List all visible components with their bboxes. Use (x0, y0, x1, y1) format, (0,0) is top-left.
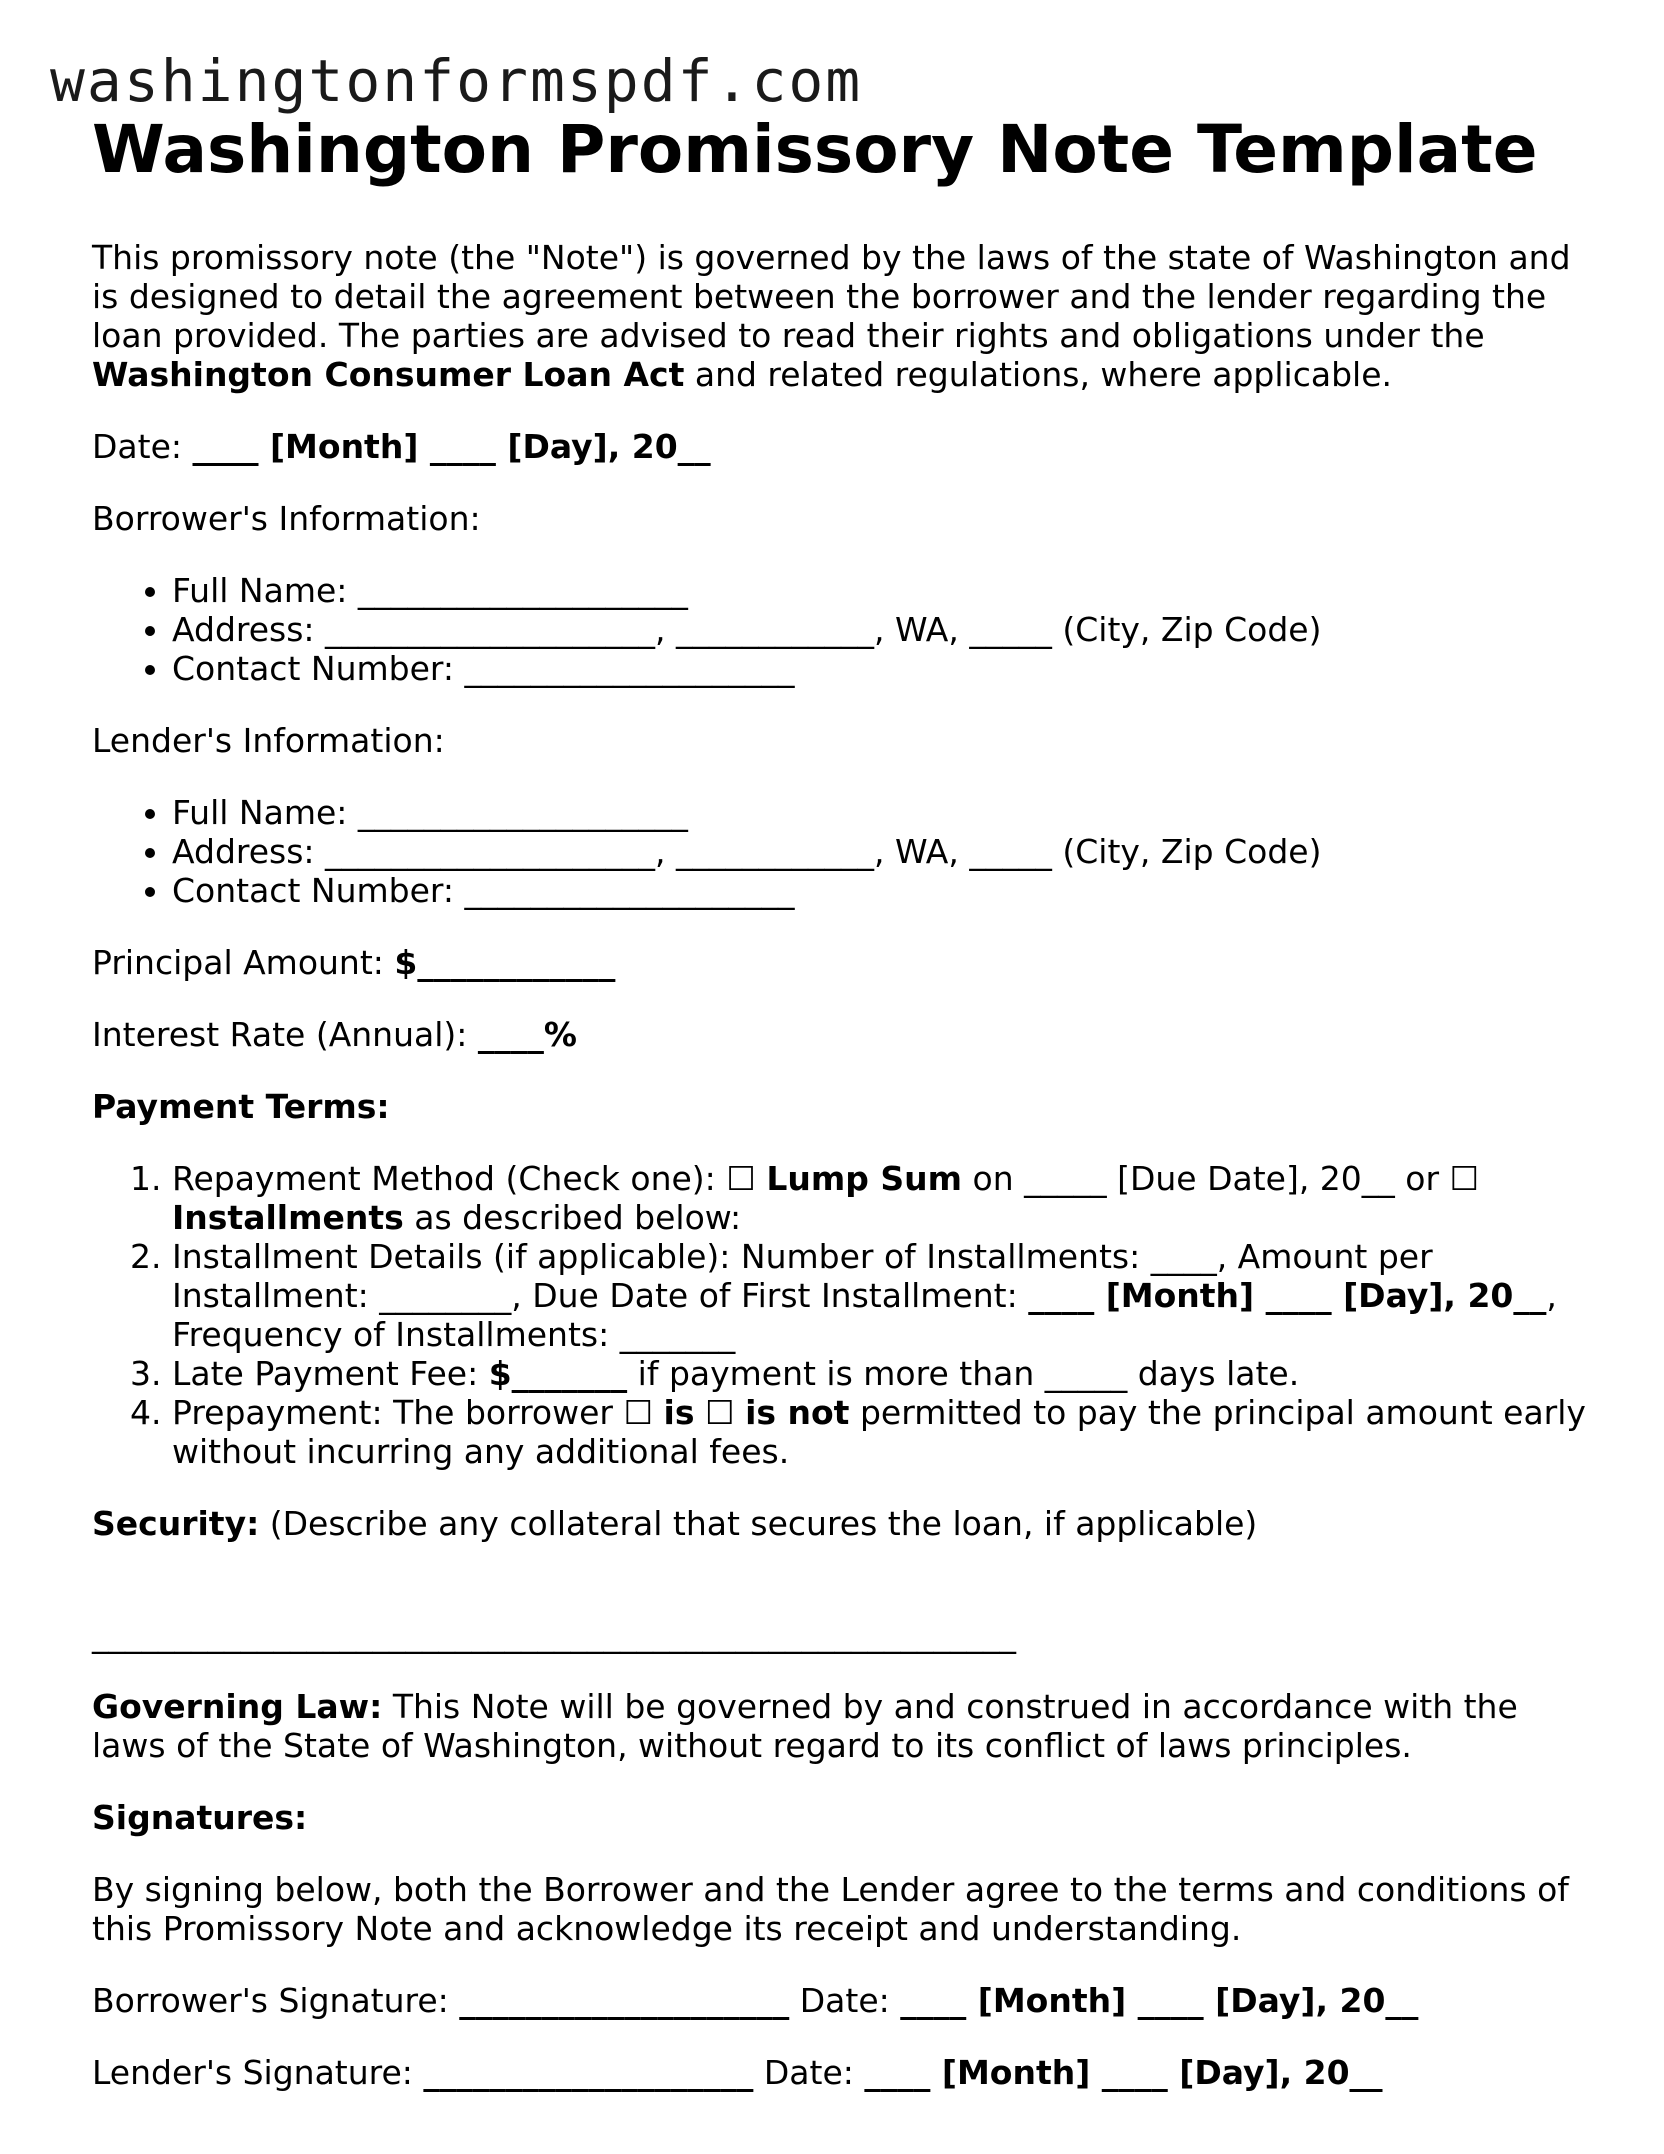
signatures-heading (92, 1798, 1592, 1837)
borrower-address: • Address: ____________________, ____________, WA, _____ (City, Zip Code) (172, 610, 1592, 649)
prepayment-item (172, 1393, 1592, 1471)
installment-text-a: Installment Details (if applicable): Number of Installments: ____, Amount per Installment: ________, Due Date of First Installment: (172, 1237, 1433, 1315)
lender-signature-blank: ____________________ (423, 2053, 754, 2092)
lender-signature-date: ____ [Month] ____ [Day], 20__ (864, 2053, 1383, 2092)
governing-law-paragraph (92, 1687, 1592, 1765)
page-title: Washington Promissory Note Template (92, 111, 1538, 188)
repayment-text-a: Repayment Method (Check one): ☐ (172, 1159, 767, 1198)
borrower-signature-line (92, 1981, 1592, 2020)
borrower-signature-date: ____ [Month] ____ [Day], 20__ (900, 1981, 1419, 2020)
signatures-label: Signatures: (92, 1798, 308, 1837)
governing-law-label: Governing Law: (92, 1687, 383, 1726)
prepayment-is-not: is not (745, 1393, 850, 1432)
installments-label: Installments (172, 1198, 404, 1237)
security-label: Security: (92, 1504, 260, 1543)
watermark: washingtonformspdf.com (50, 47, 863, 115)
interest-value: ____% (477, 1015, 577, 1054)
intro-text-1: This promissory note (the "Note") is governed by the laws of the state of Washington and is designed to detail the agreement between the borrower and the lender regarding the loan provided. The parties are advised to read their rights and obligations under the (92, 238, 1571, 355)
security-text: (Describe any collateral that secures the loan, if applicable) (259, 1504, 1258, 1543)
installment-text-b: , Frequency of Installments: _______ (172, 1276, 1557, 1354)
borrower-signature-blank: ____________________ (459, 1981, 790, 2020)
lender-list (92, 793, 1592, 910)
prepayment-text-a: Prepayment: The borrower ☐ (172, 1393, 664, 1432)
principal-value: $____________ (394, 943, 616, 982)
lender-full-name: • Full Name: ____________________ (172, 793, 1592, 832)
security-line (92, 1504, 1592, 1543)
late-fee-text-a: Late Payment Fee: (172, 1354, 489, 1393)
late-fee-amount: $_______ (488, 1354, 628, 1393)
date-line (92, 427, 1592, 466)
borrower-contact: • Contact Number: ____________________ (172, 649, 1592, 688)
payment-terms-label: Payment Terms: (92, 1087, 390, 1126)
payment-terms-list (92, 1159, 1592, 1471)
repayment-text-c: as described below: (403, 1198, 742, 1237)
installment-details-item (172, 1237, 1592, 1354)
intro-paragraph (92, 238, 1592, 394)
security-blank-line: ________________________________________________________ (92, 1615, 1016, 1654)
prepayment-is: is (663, 1393, 695, 1432)
intro-act: Washington Consumer Loan Act (92, 355, 685, 394)
lender-heading: Lender's Information: (92, 721, 445, 760)
principal-label: Principal Amount: (92, 943, 395, 982)
governing-law-text: This Note will be governed by and construed in accordance with the laws of the State of Washington, without regard to its conflict of laws principles. (92, 1687, 1518, 1765)
lender-contact: • Contact Number: ____________________ (172, 871, 1592, 910)
borrower-list (92, 571, 1592, 688)
prepayment-text-b: ☐ (694, 1393, 746, 1432)
date-label: Date: (92, 427, 193, 466)
intro-text-2: and related regulations, where applicable. (684, 355, 1392, 394)
principal-line (92, 943, 1592, 982)
lender-signature-date-label: Date: (753, 2053, 865, 2092)
late-fee-item (172, 1354, 1592, 1393)
borrower-signature-date-label: Date: (789, 1981, 901, 2020)
prepayment-text-c: permitted to pay the principal amount early without incurring any additional fees. (172, 1393, 1586, 1471)
borrower-heading: Borrower's Information: (92, 499, 481, 538)
interest-line (92, 1015, 1592, 1054)
repayment-text-b: on _____ [Due Date], 20__ or ☐ (962, 1159, 1480, 1198)
lender-signature-label: Lender's Signature: (92, 2053, 424, 2092)
interest-label: Interest Rate (Annual): (92, 1015, 478, 1054)
lump-sum-label: Lump Sum (766, 1159, 963, 1198)
repayment-method-item (172, 1159, 1592, 1237)
signatures-paragraph: By signing below, both the Borrower and the Lender agree to the terms and conditions of this Promissory Note and acknowledge its receipt and understanding. (92, 1870, 1569, 1948)
installment-first-date: ____ [Month] ____ [Day], 20__ (1028, 1276, 1547, 1315)
borrower-signature-label: Borrower's Signature: (92, 1981, 460, 2020)
security-gap (92, 1576, 1592, 1615)
borrower-full-name: • Full Name: ____________________ (172, 571, 1592, 610)
document-body (92, 238, 1592, 2125)
payment-terms-heading (92, 1087, 1592, 1126)
late-fee-text-b: if payment is more than _____ days late. (627, 1354, 1300, 1393)
lender-signature-line (92, 2053, 1592, 2092)
date-value: ____ [Month] ____ [Day], 20__ (192, 427, 711, 466)
lender-address: • Address: ____________________, ____________, WA, _____ (City, Zip Code) (172, 832, 1592, 871)
